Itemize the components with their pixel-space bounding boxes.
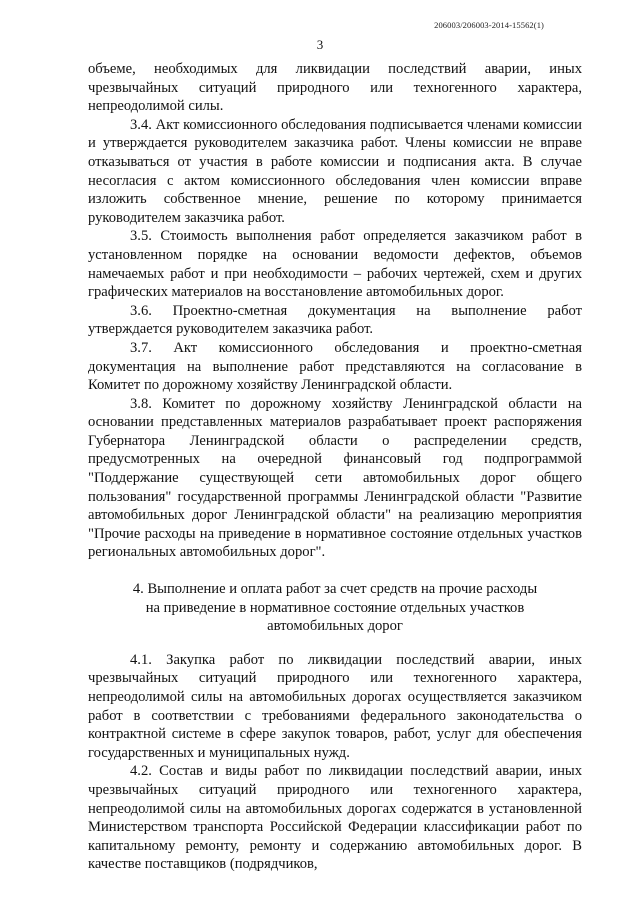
paragraph-3-5: 3.5. Стоимость выполнения работ определяется заказчиком работ в установленном порядке на основании ведомости дефектов, объемов намечаемых работ и при необходимости – рабочих чертежей, схем и других графических материалов на восстановление автомобильных дорог. (88, 228, 582, 301)
section-heading (88, 580, 582, 636)
paragraph-4-1: 4.1. Закупка работ по ликвидации последствий аварии, иных чрезвычайных ситуаций природного или техногенного характера, непреодолимой силы на автомобильных дорогах осуществляется заказчиком работ в соответствии с требованиями федерального законодательства о контрактной системе в сфере закупок товаров, работ, услуг для обеспечения государственных и муниципальных нужд. (88, 651, 582, 761)
document-body (88, 60, 582, 874)
paragraph-4-2: 4.2. Состав и виды работ по ликвидации последствий аварии, иных чрезвычайных ситуаций природного или техногенного характера, непреодолимой силы на автомобильных дорогах содержатся в установленной Министерством транспорта Российской Федерации классификации работ по капитальному ремонту, ремонту и содержанию автомобильных дорог. В качестве поставщиков (подрядчиков, (88, 763, 582, 873)
section-heading-line-3: автомобильных дорог (267, 618, 403, 635)
section-heading-line-1: 4. Выполнение и оплата работ за счет средств на прочие расходы (132, 581, 538, 598)
paragraph-3-4: 3.4. Акт комиссионного обследования подписывается членами комиссии и утверждается руководителем заказчика работ. Члены комиссии не вправе отказываться от участия в работе комиссии и подписания акта. В случае несогласия с актом комиссионного обследования член комиссии вправе изложить собственное мнение, решение по которому принимается руководителем заказчика работ. (88, 116, 582, 226)
section-heading-line-2: на приведение в нормативное состояние отдельных участков (145, 599, 525, 616)
document-id: 206003/206003-2014-15562(1) (434, 20, 544, 30)
paragraph-3-6: 3.6. Проектно-сметная документация на выполнение работ утверждается руководителем заказчика работ. (88, 302, 582, 338)
paragraph-3-8: 3.8. Комитет по дорожному хозяйству Ленинградской области на основании представленных материалов разрабатывает проект распоряжения Губернатора Ленинградской области о распределении средств, предусмотренных на очередной финансовый год подпрограммой "Поддержание существующей сети автомобильных дорог общего пользования" государственной программы Ленинградской области "Развитие автомобильных дорог Ленинградской области" на реализацию мероприятия "Прочие расходы на приведение в нормативное состояние отдельных участков региональных автомобильных дорог". (88, 395, 582, 561)
page-number: 3 (316, 37, 324, 52)
paragraph-3-7: 3.7. Акт комиссионного обследования и проектно-сметная документация на выполнение работ представляются на согласование в Комитет по дорожному хозяйству Ленинградской области. (88, 339, 582, 394)
paragraph-continuation: объеме, необходимых для ликвидации последствий аварии, иных чрезвычайных ситуаций природного или техногенного характера, непреодолимой силы. (88, 61, 582, 115)
